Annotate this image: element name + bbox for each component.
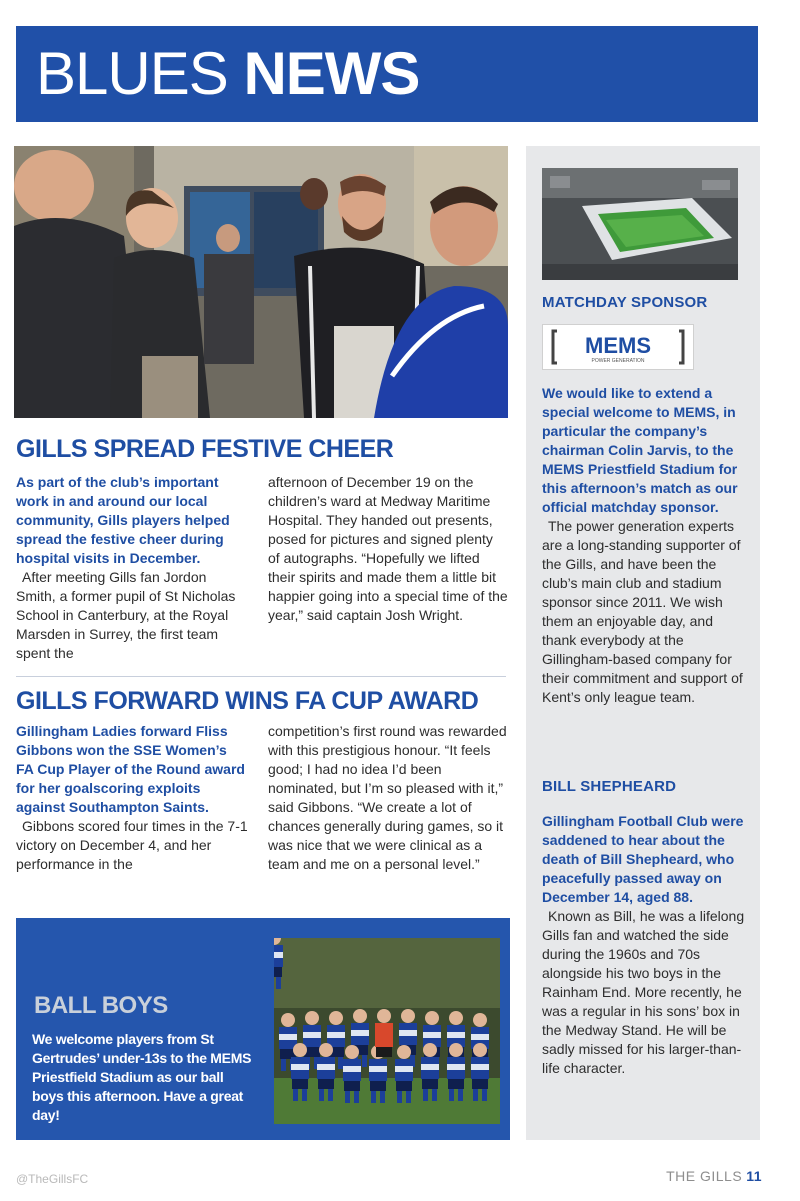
page-footer [666,1168,762,1184]
mems-logo-text: MEMS [585,333,651,358]
mems-logo [542,324,694,370]
article-headline-festive: GILLS SPREAD FESTIVE CHEER [16,435,394,463]
article-facup-col2 [268,722,508,874]
sponsor-article [542,384,748,707]
article-facup-col1 [16,722,248,874]
obituary-heading: BILL SHEPHEARD [542,778,677,795]
ball-boys-panel [16,918,510,1140]
twitter-handle: @TheGillsFC [16,1172,89,1186]
divider [16,676,506,677]
article-festive-body2: afternoon of December 19 on the children’s ward at Medway Maritime Hospital. They handed out presents, posed for pictures and signed plenty of autographs. “Hopefully we lifted their spirits and made them a little bit happier going into a special time of the year,” said captain Josh Wright. [268,474,508,623]
obituary-intro: Gillingham Football Club were saddened to hear about the death of Bill Shepheard, who peacefully passed away on December 14, aged 88. [542,813,744,905]
page-number: 11 [746,1168,762,1184]
section-title-bold: NEWS [243,40,420,107]
sponsor-body: The power generation experts are a long-standing supporter of the Gills, and have been the club’s main club and stadium sponsor since 2011. We wish them an enjoyable day, and thank everybody at the Gillingham-based company for their commitment and support of Kent’s only league team. [542,518,743,705]
stadium-aerial-photo [542,168,738,280]
article-headline-fa-cup: GILLS FORWARD WINS FA CUP AWARD [16,687,479,715]
article-festive-col2 [268,473,508,625]
ball-boys-title: BALL BOYS [34,992,168,1019]
magazine-name: THE GILLS [666,1168,743,1184]
sidebar [526,146,760,1140]
mems-logo-subtext: POWER GENERATION [591,358,645,364]
section-banner [16,26,758,122]
article-festive-intro: As part of the club’s important work in and around our local community, Gills players helped spread the festive cheer during hospital visits in December. [16,474,230,566]
ball-boys-team-photo [274,938,500,1124]
obituary-body: Known as Bill, he was a lifelong Gills fan and watched the side during the 1960s and 70s alongside his two boys in the Rainham End. More recently, he was a regular in his sons’ box in the Medway Stand. He will be sadly missed for his larger-than-life character. [542,908,745,1076]
hospital-visit-photo [14,146,508,418]
section-title-light: BLUES [36,40,228,107]
sponsor-intro: We would like to extend a special welcome to MEMS, in particular the company’s chairman Colin Jarvis, to the MEMS Priestfield Stadium for this afternoon’s match as our official matchday sponsor. [542,385,738,515]
article-facup-body2: competition’s first round was rewarded with this prestigious honour. “It feels good; I had no idea I’d been nominated, but I’m so pleased with it,” said Gibbons. “We create a lot of chances generally during games, so it was nice that we were clinical as a team and me on a personal level.” [268,723,507,872]
article-festive-col1 [16,473,248,663]
article-festive-body1: After meeting Gills fan Jordon Smith, a former pupil of St Nicholas School in Canterbury, at the Royal Marsden in Surrey, the first team spent the [16,569,236,661]
article-facup-intro: Gillingham Ladies forward Fliss Gibbons won the SSE Women’s FA Cup Player of the Round award for her goalscoring exploits against Southampton Saints. [16,723,245,815]
matchday-sponsor-heading: MATCHDAY SPONSOR [542,294,708,311]
ball-boys-text: We welcome players from St Gertrudes’ under-13s to the MEMS Priestfield Stadium as our ball boys this afternoon. Have a great day! [32,1031,252,1123]
obituary-article [542,812,748,1078]
section-title [36,40,419,108]
article-facup-body1: Gibbons scored four times in the 7-1 victory on December 4, and her performance in the [16,818,248,872]
